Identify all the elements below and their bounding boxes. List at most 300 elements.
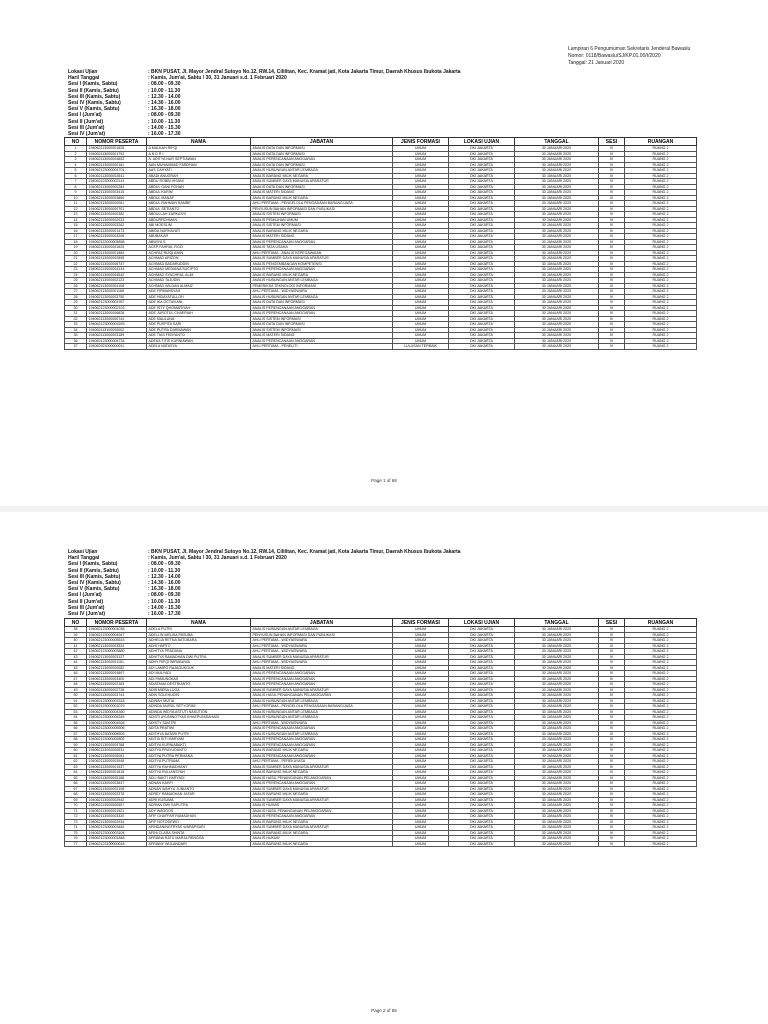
cell-name: ACHFAZ RIZQI AMIN xyxy=(147,250,251,256)
cell-no: 18 xyxy=(65,239,87,245)
cell-formation-type: UMUM xyxy=(393,649,449,655)
cell-date: 30 JANUARI 2020 xyxy=(515,283,599,289)
cell-date: 30 JANUARI 2020 xyxy=(515,333,599,339)
cell-date: 30 JANUARI 2020 xyxy=(515,742,599,748)
cell-participant-number: 194062113000000061 xyxy=(87,201,147,207)
cell-participant-number: 194062113000001161 xyxy=(87,660,147,666)
cell-no: 13 xyxy=(65,212,87,218)
cell-session: IV xyxy=(599,162,625,168)
cell-no: 42 xyxy=(65,649,87,655)
cell-room: RUANG 2 xyxy=(625,311,697,317)
cell-exam-location: DKI JAKARTA xyxy=(449,665,515,671)
cell-name: ADE HIDAYATULLOH xyxy=(147,294,251,300)
cell-participant-number: 194062113000003948 xyxy=(87,759,147,765)
cell-position: ANALIS HUBUNGAN ANTAR LEMBAGA xyxy=(251,278,393,284)
cell-name: ACHMAD TAJUDIN xyxy=(147,278,251,284)
column-header-no: NO xyxy=(65,138,87,146)
cell-date: 30 JANUARI 2020 xyxy=(515,250,599,256)
info-label: Sesi III (Jum'at) xyxy=(68,124,105,131)
cell-formation-type: UMUM xyxy=(393,742,449,748)
cell-position: ANALIS SISTEM INFORMASI xyxy=(251,327,393,333)
cell-participant-number: 194062923000000011 xyxy=(87,344,147,350)
cell-room: RUANG 2 xyxy=(625,748,697,754)
cell-room: RUANG 2 xyxy=(625,726,697,732)
cell-room: RUANG 2 xyxy=(625,704,697,710)
cell-formation-type: UMUM xyxy=(393,179,449,185)
cell-position: PENYUSUN BAHAN INFORMASI DAN PUBLIKASI xyxy=(251,632,393,638)
info-value: : 10.00 - 11.30 xyxy=(148,87,181,94)
cell-exam-location: DKI JAKARTA xyxy=(449,764,515,770)
cell-participant-number: 194062113000001826 xyxy=(87,146,147,152)
cell-no: 41 xyxy=(65,643,87,649)
cell-room: RUANG 2 xyxy=(625,300,697,306)
cell-position: ANALIS PERENCANAAN ANGGARAN xyxy=(251,737,393,743)
cell-session: IV xyxy=(599,223,625,229)
cell-formation-type: UMUM xyxy=(393,792,449,798)
cell-session: IV xyxy=(599,289,625,295)
info-value: : 10.00 - 11.30 xyxy=(148,118,181,125)
cell-session: IV xyxy=(599,261,625,267)
cell-date: 30 JANUARI 2020 xyxy=(515,294,599,300)
info-value: : 14.00 - 15.30 xyxy=(148,124,181,131)
cell-participant-number: 194062123000001957 xyxy=(87,300,147,306)
cell-session: IV xyxy=(599,726,625,732)
cell-position: ANALIS PERENCANAAN ANGGARAN xyxy=(251,682,393,688)
cell-session: IV xyxy=(599,294,625,300)
cell-no: 43 xyxy=(65,654,87,660)
cell-formation-type: UMUM xyxy=(393,709,449,715)
cell-no: 17 xyxy=(65,234,87,240)
cell-name: ADITYA RAHMADHANY xyxy=(147,764,251,770)
cell-formation-type: UMUM xyxy=(393,731,449,737)
cell-participant-number: 194062113000000701 xyxy=(87,206,147,212)
cell-date: 30 JANUARI 2020 xyxy=(515,731,599,737)
cell-participant-number: 194062123000002802 xyxy=(87,737,147,743)
cell-position: AHLI PERTAMA - ANALIS KEPEGAWAIAN xyxy=(251,250,393,256)
cell-position: ANALIS HUBUNGAN ANTAR LEMBAGA xyxy=(251,294,393,300)
cell-room: RUANG 2 xyxy=(625,305,697,311)
cell-exam-location: DKI JAKARTA xyxy=(449,173,515,179)
cell-position: ANALIS HUBUNGAN ANTAR LEMBAGA xyxy=(251,168,393,174)
cell-room: RUANG 2 xyxy=(625,819,697,825)
info-value: : 16.30 - 18.00 xyxy=(148,586,181,593)
cell-session: IV xyxy=(599,830,625,836)
cell-formation-type: UMUM xyxy=(393,245,449,251)
cell-exam-location: DKI JAKARTA xyxy=(449,305,515,311)
cell-date: 30 JANUARI 2020 xyxy=(515,797,599,803)
cell-formation-type: UMUM xyxy=(393,261,449,267)
cell-session: IV xyxy=(599,283,625,289)
cell-formation-type: UMUM xyxy=(393,151,449,157)
cell-session: IV xyxy=(599,643,625,649)
cell-participant-number: 194062123000001693 xyxy=(87,322,147,328)
cell-session: IV xyxy=(599,715,625,721)
cell-formation-type: UMUM xyxy=(393,654,449,660)
cell-formation-type: UMUM xyxy=(393,217,449,223)
cell-position: ANALIS DATA DAN INFORMASI xyxy=(251,300,393,306)
cell-formation-type: UMUM xyxy=(393,195,449,201)
cell-exam-location: DKI JAKARTA xyxy=(449,676,515,682)
participant-table xyxy=(64,137,697,350)
cell-no: 5 xyxy=(65,168,87,174)
cell-position: ANALIS PERENCANAAN ANGGARAN xyxy=(251,814,393,820)
cell-formation-type: UMUM xyxy=(393,228,449,234)
cell-room: RUANG 2 xyxy=(625,344,697,350)
cell-date: 30 JANUARI 2020 xyxy=(515,814,599,820)
cell-exam-location: DKI JAKARTA xyxy=(449,289,515,295)
cell-session: IV xyxy=(599,168,625,174)
cell-session: IV xyxy=(599,687,625,693)
cell-name: AFINDANINGTRYAS WARAPSARI xyxy=(147,825,251,831)
cell-no: 9 xyxy=(65,190,87,196)
cell-participant-number: 194062113000004108 xyxy=(87,283,147,289)
cell-exam-location: DKI JAKARTA xyxy=(449,316,515,322)
cell-name: ADITYA RULIANSYAH xyxy=(147,770,251,776)
cell-formation-type: UMUM xyxy=(393,632,449,638)
column-header-date: TANGGAL xyxy=(515,138,599,146)
cell-session: IV xyxy=(599,693,625,699)
info-label: Sesi IV (Kamis, Sabtu) xyxy=(68,99,121,106)
cell-participant-number: 194062113000005188 xyxy=(87,775,147,781)
cell-name: ADITYA KURNIABAKTI xyxy=(147,742,251,748)
cell-position: ANALIS TATA USAHA xyxy=(251,245,393,251)
cell-session: IV xyxy=(599,737,625,743)
cell-formation-type: UMUM xyxy=(393,726,449,732)
cell-participant-number: 194062113000001884 xyxy=(87,250,147,256)
cell-session: IV xyxy=(599,660,625,666)
cell-session: IV xyxy=(599,753,625,759)
info-label: Sesi II (Jum'at) xyxy=(68,118,104,125)
cell-position: ANALIS DATA DAN INFORMASI xyxy=(251,184,393,190)
cell-formation-type: LULUSAN TERBAIK xyxy=(393,344,449,350)
cell-no: 4 xyxy=(65,162,87,168)
cell-session: IV xyxy=(599,344,625,350)
cell-exam-location: DKI JAKARTA xyxy=(449,322,515,328)
cell-no: 40 xyxy=(65,638,87,644)
cell-date: 30 JANUARI 2020 xyxy=(515,825,599,831)
cell-position: ANALIS MATERI SIDANG xyxy=(251,190,393,196)
cell-formation-type: UMUM xyxy=(393,184,449,190)
cell-participant-number: 194062113000002841 xyxy=(87,173,147,179)
cell-name: ADE TIAS FEBYANTO xyxy=(147,333,251,339)
cell-name: ADINDA NURUL SETYORINI xyxy=(147,704,251,710)
cell-date: 30 JANUARI 2020 xyxy=(515,660,599,666)
cell-position: ANALIS DATA DAN INFORMASI xyxy=(251,322,393,328)
cell-no: 6 xyxy=(65,173,87,179)
cell-formation-type: UMUM xyxy=(393,223,449,229)
cell-name: ABDUL GANI FOHAN xyxy=(147,184,251,190)
cell-participant-number: 194062123000006345 xyxy=(87,715,147,721)
cell-formation-type: UMUM xyxy=(393,704,449,710)
document-page-1 xyxy=(0,0,768,506)
cell-room: RUANG 2 xyxy=(625,814,697,820)
cell-no: 35 xyxy=(65,333,87,339)
cell-date: 30 JANUARI 2020 xyxy=(515,228,599,234)
cell-formation-type: UMUM xyxy=(393,338,449,344)
cell-session: IV xyxy=(599,338,625,344)
cell-name: ADINDA WIDYA ASTUTI NASUTION xyxy=(147,709,251,715)
cell-exam-location: DKI JAKARTA xyxy=(449,742,515,748)
info-label: Sesi I (Jum'at) xyxy=(68,112,102,119)
cell-no: 53 xyxy=(65,709,87,715)
cell-exam-location: DKI JAKARTA xyxy=(449,808,515,814)
document-page-2 xyxy=(0,512,768,1024)
cell-session: IV xyxy=(599,239,625,245)
cell-exam-location: DKI JAKARTA xyxy=(449,660,515,666)
cell-participant-number: 194062123000005506 xyxy=(87,726,147,732)
cell-formation-type: UMUM xyxy=(393,300,449,306)
cell-formation-type: UMUM xyxy=(393,201,449,207)
info-value: : 14.00 - 15.30 xyxy=(148,604,181,611)
cell-room: RUANG 2 xyxy=(625,234,697,240)
cell-name: ADITYA PUTRAMA xyxy=(147,759,251,765)
cell-room: RUANG 2 xyxy=(625,698,697,704)
cell-date: 30 JANUARI 2020 xyxy=(515,300,599,306)
cell-position: ANALIS MATERI SIDANG xyxy=(251,333,393,339)
cell-exam-location: DKI JAKARTA xyxy=(449,234,515,240)
cell-room: RUANG 2 xyxy=(625,660,697,666)
cell-exam-location: DKI JAKARTA xyxy=(449,841,515,847)
column-header-room: RUANGAN xyxy=(625,138,697,146)
cell-no: 15 xyxy=(65,223,87,229)
column-header-exam-location: LOKASI UJIAN xyxy=(449,138,515,146)
cell-room: RUANG 2 xyxy=(625,715,697,721)
cell-date: 30 JANUARI 2020 xyxy=(515,267,599,273)
cell-formation-type: UMUM xyxy=(393,212,449,218)
cell-position: ANALIS BARANG MILIK NEGARA xyxy=(251,195,393,201)
cell-no: 46 xyxy=(65,671,87,677)
cell-exam-location: DKI JAKARTA xyxy=(449,643,515,649)
cell-participant-number: 194062123000006505 xyxy=(87,731,147,737)
cell-date: 30 JANUARI 2020 xyxy=(515,338,599,344)
cell-exam-location: DKI JAKARTA xyxy=(449,217,515,223)
cell-room: RUANG 2 xyxy=(625,731,697,737)
cell-participant-number: 194062113000000744 xyxy=(87,316,147,322)
cell-no: 27 xyxy=(65,289,87,295)
cell-participant-number: 194062123000003104 xyxy=(87,830,147,836)
cell-room: RUANG 2 xyxy=(625,250,697,256)
cell-room: RUANG 2 xyxy=(625,278,697,284)
cell-participant-number: 194062113000001792 xyxy=(87,151,147,157)
cell-exam-location: DKI JAKARTA xyxy=(449,344,515,350)
cell-name: AFRIANY WULANDARI xyxy=(147,841,251,847)
cell-room: RUANG 2 xyxy=(625,764,697,770)
cell-formation-type: UMUM xyxy=(393,234,449,240)
cell-room: RUANG 2 xyxy=(625,190,697,196)
cell-name: ADE PUSPITA SARI xyxy=(147,322,251,328)
cell-no: 38 xyxy=(65,627,87,633)
cell-session: IV xyxy=(599,151,625,157)
cell-formation-type: UMUM xyxy=(393,267,449,273)
cell-participant-number: 194062123000001079 xyxy=(87,704,147,710)
cell-position: ANALIS SUMBER DAYA MANUSIA APARATUR xyxy=(251,654,393,660)
cell-room: RUANG 2 xyxy=(625,206,697,212)
cell-participant-number: 194062123000005858 xyxy=(87,239,147,245)
cell-date: 30 JANUARI 2020 xyxy=(515,764,599,770)
cell-no: 72 xyxy=(65,814,87,820)
cell-participant-number: 194062113000001473 xyxy=(87,228,147,234)
cell-session: IV xyxy=(599,190,625,196)
cell-position: ANALIS HASIL PENANGANAN PELANGGARAN xyxy=(251,808,393,814)
cell-room: RUANG 2 xyxy=(625,168,697,174)
cell-name: ABDUL KARIM xyxy=(147,190,251,196)
cell-exam-location: DKI JAKARTA xyxy=(449,327,515,333)
cell-date: 30 JANUARI 2020 xyxy=(515,245,599,251)
cell-participant-number: 194062113000006747 xyxy=(87,261,147,267)
column-header-position: JABATAN xyxy=(251,138,393,146)
cell-session: IV xyxy=(599,195,625,201)
cell-date: 30 JANUARI 2020 xyxy=(515,643,599,649)
cell-session: IV xyxy=(599,184,625,190)
cell-formation-type: UMUM xyxy=(393,627,449,633)
cell-no: 63 xyxy=(65,764,87,770)
cell-room: RUANG 2 xyxy=(625,649,697,655)
cell-session: IV xyxy=(599,327,625,333)
cell-no: 77 xyxy=(65,841,87,847)
cell-participant-number: 194062113100000002 xyxy=(87,327,147,333)
info-value: : 08.00 - 09.30 xyxy=(148,81,181,88)
cell-position: ANALIS SUMBER DAYA MANUSIA APARATUR xyxy=(251,825,393,831)
cell-room: RUANG 2 xyxy=(625,687,697,693)
cell-position: ANALIS BARANG MILIK NEGARA xyxy=(251,830,393,836)
cell-session: IV xyxy=(599,676,625,682)
cell-formation-type: UMUM xyxy=(393,753,449,759)
column-header-room: RUANGAN xyxy=(625,619,697,627)
cell-name: ADY WAGGOS xyxy=(147,808,251,814)
cell-formation-type: UMUM xyxy=(393,836,449,842)
cell-name: ADIATAMA DESTRIANTO xyxy=(147,682,251,688)
cell-no: 70 xyxy=(65,803,87,809)
cell-position: ANALIS MATERI SIDANG xyxy=(251,665,393,671)
cell-name: ACEP FAHRUL ROZI xyxy=(147,245,251,251)
cell-room: RUANG 2 xyxy=(625,803,697,809)
cell-no: 19 xyxy=(65,245,87,251)
cell-session: IV xyxy=(599,825,625,831)
cell-exam-location: DKI JAKARTA xyxy=(449,223,515,229)
cell-position: ANALIS BARANG MILIK NEGARA xyxy=(251,272,393,278)
cell-exam-location: DKI JAKARTA xyxy=(449,709,515,715)
info-value: : 10.00 - 11.30 xyxy=(148,567,181,574)
cell-exam-location: DKI JAKARTA xyxy=(449,245,515,251)
cell-position: ANALIS MATERI SIDANG xyxy=(251,234,393,240)
cell-room: RUANG 2 xyxy=(625,245,697,251)
info-value: : 10.00 - 11.30 xyxy=(148,598,181,605)
column-header-name: NAMA xyxy=(147,619,251,627)
cell-exam-location: DKI JAKARTA xyxy=(449,300,515,306)
cell-position: ANALIS PERENCANAAN ANGGARAN xyxy=(251,742,393,748)
cell-no: 44 xyxy=(65,660,87,666)
cell-date: 30 JANUARI 2020 xyxy=(515,212,599,218)
cell-formation-type: UMUM xyxy=(393,720,449,726)
cell-date: 30 JANUARI 2020 xyxy=(515,649,599,655)
cell-participant-number: 194062113000004134 xyxy=(87,267,147,273)
cell-position: ANALIS HUBUNGAN ANTAR LEMBAGA xyxy=(251,731,393,737)
cell-formation-type: UMUM xyxy=(393,808,449,814)
cell-name: ADE ISTY QHOMARIYAH xyxy=(147,305,251,311)
lampiran-line: Tanggal: 21 Januari 2020 xyxy=(568,60,625,66)
cell-exam-location: DKI JAKARTA xyxy=(449,212,515,218)
cell-session: IV xyxy=(599,234,625,240)
cell-formation-type: UMUM xyxy=(393,638,449,644)
cell-session: IV xyxy=(599,146,625,152)
table-row xyxy=(65,841,697,847)
cell-session: IV xyxy=(599,709,625,715)
cell-date: 30 JANUARI 2020 xyxy=(515,803,599,809)
cell-session: IV xyxy=(599,245,625,251)
cell-name: ADE PUTRA DARMAWAN xyxy=(147,327,251,333)
cell-exam-location: DKI JAKARTA xyxy=(449,333,515,339)
cell-room: RUANG 2 xyxy=(625,682,697,688)
cell-session: IV xyxy=(599,201,625,207)
info-label: Sesi III (Kamis, Sabtu) xyxy=(68,573,121,580)
cell-no: 28 xyxy=(65,294,87,300)
cell-exam-location: DKI JAKARTA xyxy=(449,797,515,803)
cell-no: 8 xyxy=(65,184,87,190)
cell-exam-location: DKI JAKARTA xyxy=(449,267,515,273)
info-value: : Kamis, Jum'at, Sabtu / 30, 31 Januari s.d. 1 Februari 2020 xyxy=(148,75,287,82)
cell-session: IV xyxy=(599,764,625,770)
cell-no: 10 xyxy=(65,195,87,201)
info-label: Sesi II (Jum'at) xyxy=(68,598,104,605)
cell-name: ADRI KUSUMA xyxy=(147,797,251,803)
cell-session: IV xyxy=(599,256,625,262)
cell-no: 34 xyxy=(65,327,87,333)
cell-date: 30 JANUARI 2020 xyxy=(515,322,599,328)
cell-participant-number: 194062123000005515 xyxy=(87,638,147,644)
cell-participant-number: 194062113000000284 xyxy=(87,184,147,190)
cell-position: ANALIS BARANG MILIK NEGARA xyxy=(251,841,393,847)
cell-session: IV xyxy=(599,803,625,809)
cell-date: 30 JANUARI 2020 xyxy=(515,665,599,671)
cell-no: 26 xyxy=(65,283,87,289)
cell-date: 30 JANUARI 2020 xyxy=(515,272,599,278)
cell-formation-type: UMUM xyxy=(393,206,449,212)
cell-participant-number: 194062113000001537 xyxy=(87,764,147,770)
cell-room: RUANG 2 xyxy=(625,770,697,776)
cell-room: RUANG 2 xyxy=(625,753,697,759)
cell-name: ABDURROHMAN xyxy=(147,217,251,223)
cell-room: RUANG 2 xyxy=(625,184,697,190)
cell-exam-location: DKI JAKARTA xyxy=(449,704,515,710)
cell-exam-location: DKI JAKARTA xyxy=(449,179,515,185)
cell-date: 30 JANUARI 2020 xyxy=(515,748,599,754)
cell-exam-location: DKI JAKARTA xyxy=(449,770,515,776)
cell-session: IV xyxy=(599,278,625,284)
cell-participant-number: 194062113000002942 xyxy=(87,797,147,803)
cell-session: IV xyxy=(599,311,625,317)
cell-name: ADHY RIFQI WIRABUWA xyxy=(147,660,251,666)
cell-exam-location: DKI JAKARTA xyxy=(449,786,515,792)
cell-name: ACHMAD BADARUDDIN xyxy=(147,261,251,267)
cell-name: ACHMAD MEDIANA SUCIPTO xyxy=(147,267,251,273)
cell-room: RUANG 2 xyxy=(625,830,697,836)
cell-no: 64 xyxy=(65,770,87,776)
cell-date: 30 JANUARI 2020 xyxy=(515,841,599,847)
cell-participant-number: 194062113000004897 xyxy=(87,671,147,677)
cell-session: IV xyxy=(599,333,625,339)
cell-date: 30 JANUARI 2020 xyxy=(515,737,599,743)
cell-exam-location: DKI JAKARTA xyxy=(449,715,515,721)
column-header-formation-type: JENIS FORMASI xyxy=(393,619,449,627)
cell-room: RUANG 2 xyxy=(625,786,697,792)
cell-name: AFINI CLARA SHINTA xyxy=(147,830,251,836)
cell-exam-location: DKI JAKARTA xyxy=(449,775,515,781)
cell-date: 30 JANUARI 2020 xyxy=(515,775,599,781)
cell-no: 76 xyxy=(65,836,87,842)
cell-position: AHLI PERTAMA - WIDYAISWARA xyxy=(251,649,393,655)
cell-formation-type: UMUM xyxy=(393,775,449,781)
cell-room: RUANG 2 xyxy=(625,759,697,765)
